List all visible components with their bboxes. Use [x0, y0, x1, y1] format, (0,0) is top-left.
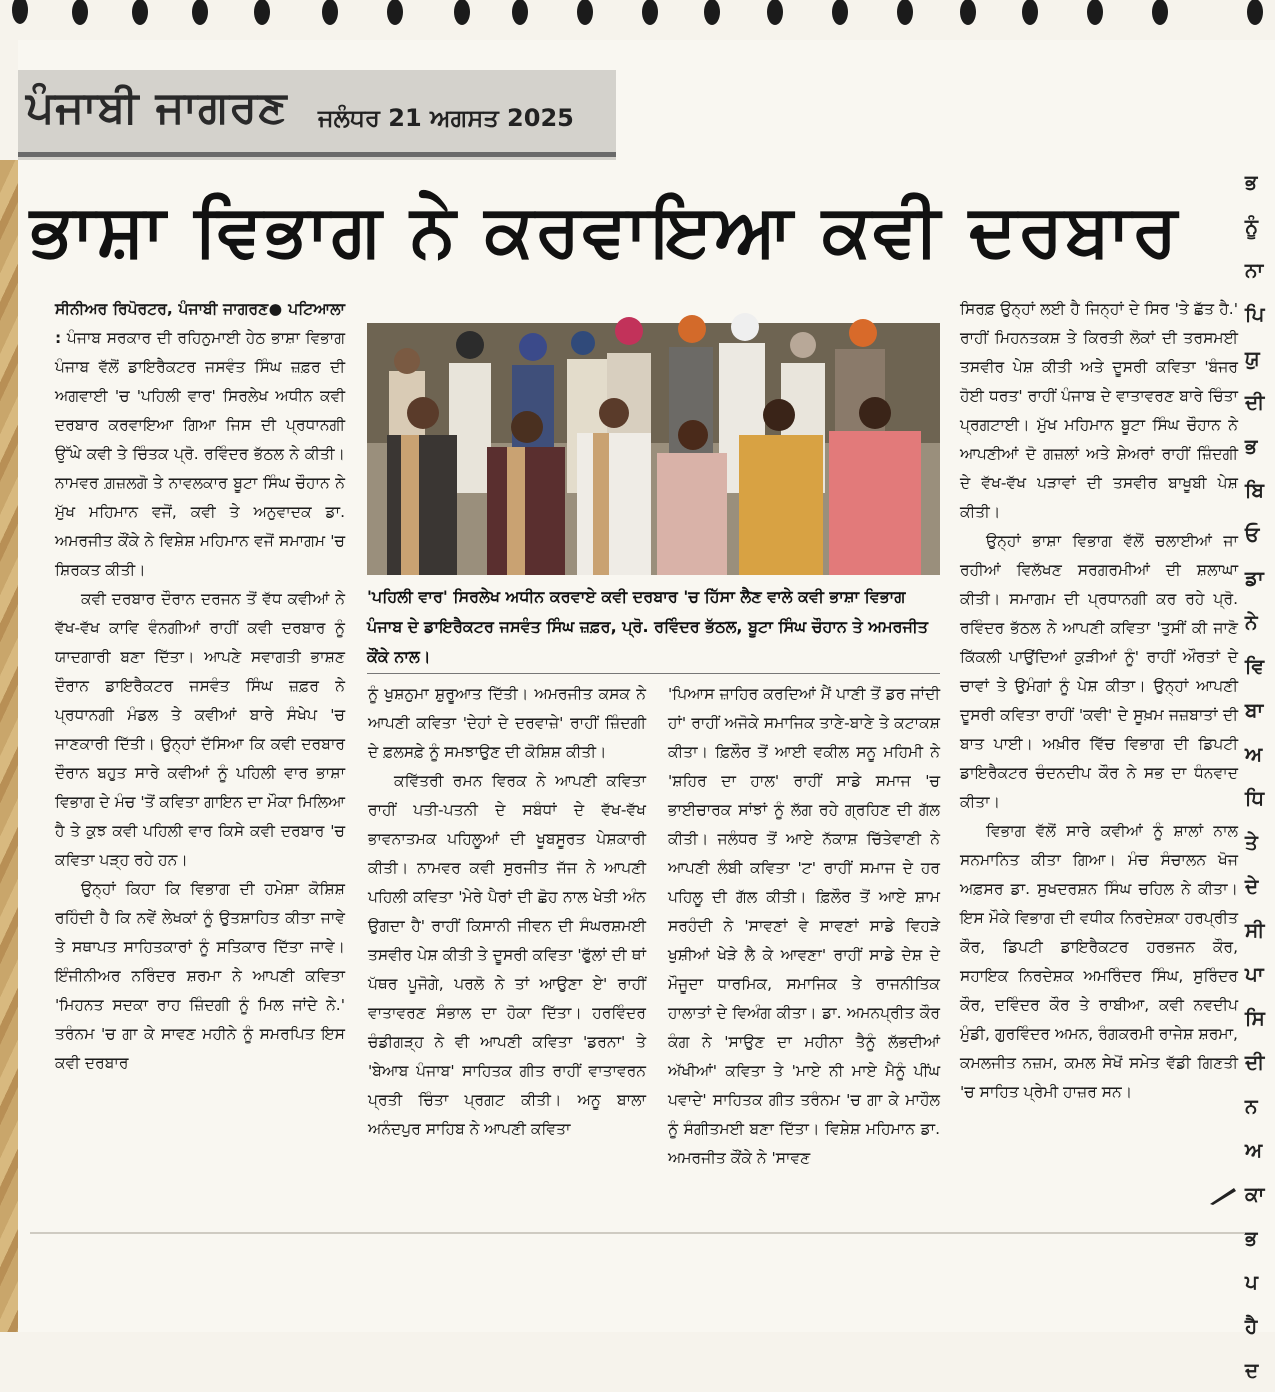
article-paragraph: ਕਵੀ ਦਰਬਾਰ ਦੌਰਾਨ ਦਰਜਨ ਤੋਂ ਵੱਧ ਕਵੀਆਂ ਨੇ ਵੱਖ-ਵੱਖ ਕਾਵਿ ਵੰਨਗੀਆਂ ਰਾਹੀਂ ਕਵੀ ਦਰਬਾਰ ਨੂੰ ਯਾਦਗਾਰੀ ਬਣਾ ਦਿੱਤਾ। ਆਪਣੇ ਸਵਾਗਤੀ ਭਾਸ਼ਣ ਦੌਰਾਨ ਡਾਇਰੈਕਟਰ ਜਸਵੰਤ ਸਿੰਘ ਜ਼ਫ਼ਰ ਨੇ ਪ੍ਰਧਾਨਗੀ ਮੰਡਲ ਤੇ ਕਵੀਆਂ ਬਾਰੇ ਸੰਖੇਪ 'ਚ ਜਾਣਕਾਰੀ ਦਿੱਤੀ। ਉਨ੍ਹਾਂ ਦੱਸਿਆ ਕਿ ਕਵੀ ਦਰਬਾਰ ਦੌਰਾਨ ਬਹੁਤ ਸਾਰੇ ਕਵੀਆਂ ਨੂੰ ਪਹਿਲੀ ਵਾਰ ਭਾਸ਼ਾ ਵਿਭਾਗ ਦੇ ਮੰਚ 'ਤੋਂ ਕਵਿਤਾ ਗਾਇਨ ਦਾ ਮੌਕਾ ਮਿਲਿਆ ਹੈ ਤੇ ਕੁਝ ਕਵੀ ਪਹਿਲੀ ਵਾਰ ਕਿਸੇ ਕਵੀ ਦਰਬਾਰ 'ਚ ਕਵਿਤਾ ਪੜ੍ਹ ਰਹੇ ਹਨ।: [55, 590, 345, 869]
fragment: ਕਾ: [1245, 1182, 1265, 1206]
group-photo: [367, 323, 940, 575]
end-mark-icon: [1208, 1184, 1238, 1206]
fragment: ਭ: [1245, 1226, 1258, 1250]
fragment: ਤੇ: [1245, 830, 1258, 854]
article-column-4: [960, 295, 1238, 1230]
caption-rule: [367, 673, 940, 674]
article-paragraph: ਸਿਰਫ਼ ਉਨ੍ਹਾਂ ਲਈ ਹੈ ਜਿਨ੍ਹਾਂ ਦੇ ਸਿਰ 'ਤੇ ਛੱਤ ਹੈ.' ਰਾਹੀਂ ਮਿਹਨਤਕਸ਼ ਤੇ ਕਿਰਤੀ ਲੋਕਾਂ ਦੀ ਤਰਸਮਈ ਤਸਵੀਰ ਪੇਸ਼ ਕੀਤੀ ਅਤੇ ਦੂਸਰੀ ਕਵਿਤਾ 'ਬੰਜਰ ਹੋਈ ਧਰਤ' ਰਾਹੀਂ ਪੰਜਾਬ ਦੇ ਵਾਤਾਵਰਣ ਬਾਰੇ ਚਿੰਤਾ ਪ੍ਰਗਟਾਈ। ਮੁੱਖ ਮਹਿਮਾਨ ਬੂਟਾ ਸਿੰਘ ਚੌਹਾਨ ਨੇ ਆਪਣੀਆਂ ਦੋ ਗਜ਼ਲਾਂ ਅਤੇ ਸ਼ੇਅਰਾਂ ਰਾਹੀਂ ਜ਼ਿੰਦਗੀ ਦੇ ਵੱਖ-ਵੱਖ ਪੜਾਵਾਂ ਦੀ ਤਸਵੀਰ ਬਾਖੂਬੀ ਪੇਸ਼ ਕੀਤੀ।: [960, 300, 1238, 521]
paragraph-text: ਪੰਜਾਬ ਸਰਕਾਰ ਦੀ ਰਹਿਨੁਮਾਈ ਹੇਠ ਭਾਸ਼ਾ ਵਿਭਾਗ ਪੰਜਾਬ ਵੱਲੋਂ ਡਾਇਰੈਕਟਰ ਜਸਵੰਤ ਸਿੰਘ ਜ਼ਫ਼ਰ ਦੀ ਅਗਵਾਈ 'ਚ 'ਪਹਿਲੀ ਵਾਰ' ਸਿਰਲੇਖ ਅਧੀਨ ਕਵੀ ਦਰਬਾਰ ਕਰਵਾਇਆ ਗਿਆ ਜਿਸ ਦੀ ਪ੍ਰਧਾਨਗੀ ਉੱਘੇ ਕਵੀ ਤੇ ਚਿੰਤਕ ਪ੍ਰੋ. ਰਵਿੰਦਰ ਭੱਠਲ ਨੇ ਕੀਤੀ। ਨਾਮਵਰ ਗ਼ਜ਼ਲਗੋ ਤੇ ਨਾਵਲਕਾਰ ਬੂਟਾ ਸਿੰਘ ਚੌਹਾਨ ਨੇ ਮੁੱਖ ਮਹਿਮਾਨ ਵਜੋਂ, ਕਵੀ ਤੇ ਅਨੁਵਾਦਕ ਡਾ. ਅਮਰਜੀਤ ਕੌਂਕੇ ਨੇ ਵਿਸ਼ੇਸ਼ ਮਹਿਮਾਨ ਵਜੋਂ ਸਮਾਗਮ 'ਚ ਸ਼ਿਰਕਤ ਕੀਤੀ।: [55, 329, 345, 579]
fragment: ਅ: [1245, 1138, 1263, 1162]
byline: ਸੀਨੀਅਰ ਰਿਪੋਰਟਰ, ਪੰਜਾਬੀ ਜਾਗਰਣ● ਪਟਿਆਲਾ :: [55, 300, 345, 347]
fragment: ਭ: [1245, 434, 1258, 458]
article-paragraph: ਕਵਿੱਤਰੀ ਰਮਨ ਵਿਰਕ ਨੇ ਆਪਣੀ ਕਵਿਤਾ ਰਾਹੀਂ ਪਤੀ-ਪਤਨੀ ਦੇ ਸਬੰਧਾਂ ਦੇ ਵੱਖ-ਵੱਖ ਭਾਵਨਾਤਮਕ ਪਹਿਲੂਆਂ ਦੀ ਖੂਬਸੂਰਤ ਪੇਸ਼ਕਾਰੀ ਕੀਤੀ। ਨਾਮਵਰ ਕਵੀ ਸੁਰਜੀਤ ਜੱਜ ਨੇ ਆਪਣੀ ਪਹਿਲੀ ਕਵਿਤਾ 'ਮੇਰੇ ਪੈਰਾਂ ਦੀ ਛੋਹ ਨਾਲ ਖੇਤੀ ਅੰਨ ਉਗਦਾ ਹੈ' ਰਾਹੀਂ ਕਿਸਾਨੀ ਜੀਵਨ ਦੀ ਸੰਘਰਸ਼ਮਈ ਤਸਵੀਰ ਪੇਸ਼ ਕੀਤੀ ਤੇ ਦੂਸਰੀ ਕਵਿਤਾ 'ਫੁੱਲਾਂ ਦੀ ਥਾਂ ਪੱਥਰ ਪੂਜੋਗੇ, ਪਰਲੋ ਨੇ ਤਾਂ ਆਉਣਾ ਏ' ਰਾਹੀਂ ਵਾਤਾਵਰਣ ਸੰਭਾਲ ਦਾ ਹੋਕਾ ਦਿੱਤਾ। ਹਰਵਿੰਦਰ ਚੰਡੀਗੜ੍ਹ ਨੇ ਵੀ ਆਪਣੀ ਕਵਿਤਾ 'ਡਰਨਾ' ਤੇ 'ਬੇਆਬ ਪੰਜਾਬ' ਸਾਹਿਤਕ ਗੀਤ ਰਾਹੀਂ ਵਾਤਾਵਰਨ ਪ੍ਰਤੀ ਚਿੰਤਾ ਪ੍ਰਗਟ ਕੀਤੀ। ਅਨੂ ਬਾਲਾ ਅਨੰਦਪੁਰ ਸਾਹਿਬ ਨੇ ਆਪਣੀ ਕਵਿਤਾ: [368, 772, 646, 1138]
fragment: ਯੁ: [1245, 346, 1260, 370]
article-paragraph: ਉਨ੍ਹਾਂ ਭਾਸ਼ਾ ਵਿਭਾਗ ਵੱਲੋਂ ਚਲਾਈਆਂ ਜਾ ਰਹੀਆਂ ਵਿਲੱਖਣ ਸਰਗਰਮੀਆਂ ਦੀ ਸ਼ਲਾਘਾ ਕੀਤੀ। ਸਮਾਗਮ ਦੀ ਪ੍ਰਧਾਨਗੀ ਕਰ ਰਹੇ ਪ੍ਰੋ. ਰਵਿੰਦਰ ਭੱਠਲ ਨੇ ਆਪਣੀ ਕਵਿਤਾ 'ਤੁਸੀਂ ਕੀ ਜਾਣੋ ਕਿੱਕਲੀ ਪਾਉਂਦਿਆਂ ਕੁੜੀਆਂ ਨੂੰ' ਰਾਹੀਂ ਔਰਤਾਂ ਦੇ ਚਾਵਾਂ ਤੇ ਉਮੰਗਾਂ ਨੂੰ ਪੇਸ਼ ਕੀਤਾ। ਉਨ੍ਹਾਂ ਆਪਣੀ ਦੂਸਰੀ ਕਵਿਤਾ ਰਾਹੀਂ 'ਕਵੀ' ਦੇ ਸੂਖ਼ਮ ਜਜ਼ਬਾਤਾਂ ਦੀ ਬਾਤ ਪਾਈ। ਅਖ਼ੀਰ ਵਿੱਚ ਵਿਭਾਗ ਦੀ ਡਿਪਟੀ ਡਾਇਰੈਕਟਰ ਚੰਦਨਦੀਪ ਕੌਰ ਨੇ ਸਭ ਦਾ ਧੰਨਵਾਦ ਕੀਤਾ।: [960, 532, 1238, 811]
fragment: ਵਿ: [1245, 654, 1264, 678]
fragment: ਨੂੰ: [1245, 214, 1258, 238]
fragment: ਹੈ: [1245, 1314, 1258, 1338]
article-paragraph: 'ਪਿਆਸ ਜ਼ਾਹਿਰ ਕਰਦਿਆਂ ਮੈਂ ਪਾਣੀ ਤੋਂ ਡਰ ਜਾਂਦੀ ਹਾਂ' ਰਾਹੀਂ ਅਜੋਕੇ ਸਮਾਜਿਕ ਤਾਣੇ-ਬਾਣੇ ਤੇ ਕਟਾਕਸ਼ ਕੀਤਾ। ਫ਼ਿਲੌਰ ਤੋਂ ਆਈ ਵਕੀਲ ਸਨੂ ਮਹਿਮੀ ਨੇ 'ਸ਼ਹਿਰ ਦਾ ਹਾਲ' ਰਾਹੀਂ ਸਾਡੇ ਸਮਾਜ 'ਚ ਭਾਈਚਾਰਕ ਸਾਂਝਾਂ ਨੂੰ ਲੱਗ ਰਹੇ ਗ੍ਰਹਿਣ ਦੀ ਗੱਲ ਕੀਤੀ। ਜਲੰਧਰ ਤੋਂ ਆਏ ਨੱਕਾਸ਼ ਚਿੱਤੇਵਾਣੀ ਨੇ ਆਪਣੀ ਲੰਬੀ ਕਵਿਤਾ 'ਟ' ਰਾਹੀਂ ਸਮਾਜ ਦੇ ਹਰ ਪਹਿਲੂ ਦੀ ਗੱਲ ਕੀਤੀ। ਫ਼ਿਲੌਰ ਤੋਂ ਆਏ ਸ਼ਾਮ ਸਰਹੰਦੀ ਨੇ 'ਸਾਵਣਾਂ ਵੇ ਸਾਵਣਾਂ ਸਾਡੇ ਵਿਹੜੇ ਖੁਸ਼ੀਆਂ ਖੇੜੇ ਲੈ ਕੇ ਆਵਣਾ' ਰਾਹੀਂ ਸਾਡੇ ਦੇਸ਼ ਦੇ ਮੌਜੂਦਾ ਧਾਰਮਿਕ, ਸਮਾਜਿਕ ਤੇ ਰਾਜਨੀਤਿਕ ਹਾਲਾਤਾਂ ਦੇ ਵਿਅੰਗ ਕੀਤਾ। ਡਾ. ਅਮਨਪ੍ਰੀਤ ਕੌਰ ਕੰਗ ਨੇ 'ਸਾਉਣ ਦਾ ਮਹੀਨਾ ਤੈਨੂੰ ਲੱਭਦੀਆਂ ਅੱਖੀਆਂ' ਕਵਿਤਾ ਤੇ 'ਮਾਏ ਨੀ ਮਾਏ ਮੈਨੂੰ ਪੀਂਘ ਪਵਾਦੇ' ਸਾਹਿਤਕ ਗੀਤ ਤਰੰਨਮ 'ਚ ਗਾ ਕੇ ਮਾਹੌਲ ਨੂੰ ਸੰਗੀਤਮਈ ਬਣਾ ਦਿੱਤਾ। ਵਿਸ਼ੇਸ਼ ਮਹਿਮਾਨ ਡਾ. ਅਮਰਜੀਤ ਕੌਂਕੇ ਨੇ 'ਸਾਵਣ: [668, 685, 940, 1167]
article-column-2: [368, 680, 646, 1230]
article-paragraph: ਵਿਭਾਗ ਵੱਲੋਂ ਸਾਰੇ ਕਵੀਆਂ ਨੂੰ ਸ਼ਾਲਾਂ ਨਾਲ ਸਨਮਾਨਿਤ ਕੀਤਾ ਗਿਆ। ਮੰਚ ਸੰਚਾਲਨ ਖੋਜ ਅਫ਼ਸਰ ਡਾ. ਸੁਖਦਰਸ਼ਨ ਸਿੰਘ ਚਹਿਲ ਨੇ ਕੀਤਾ। ਇਸ ਮੌਕੇ ਵਿਭਾਗ ਦੀ ਵਧੀਕ ਨਿਰਦੇਸ਼ਕਾ ਹਰਪ੍ਰੀਤ ਕੌਰ, ਡਿਪਟੀ ਡਾਇਰੈਕਟਰ ਹਰਭਜਨ ਕੌਰ, ਸਹਾਇਕ ਨਿਰਦੇਸ਼ਕ ਅਮਰਿੰਦਰ ਸਿੰਘ, ਸੁਰਿੰਦਰ ਕੌਰ, ਦਵਿੰਦਰ ਕੌਰ ਤੇ ਰਾਬੀਆ, ਕਵੀ ਨਵਦੀਪ ਮੁੰਡੀ, ਗੁਰਵਿੰਦਰ ਅਮਨ, ਰੰਗਕਰਮੀ ਰਾਜੇਸ਼ ਸ਼ਰਮਾ, ਕਮਲਜੀਤ ਨਜ਼ਮ, ਕਮਲ ਸੇਖੋਂ ਸਮੇਤ ਵੱਡੀ ਗਿਣਤੀ 'ਚ ਸਾਹਿਤ ਪ੍ਰੇਮੀ ਹਾਜ਼ਰ ਸਨ।: [960, 822, 1238, 1101]
edition-date: ਜਲੰਧਰ 21 ਅਗਸਤ 2025: [318, 104, 574, 132]
newspaper-name: ਪੰਜਾਬੀ ਜਾਗਰਣ: [26, 82, 288, 133]
fragment: ਨਾ: [1245, 258, 1264, 282]
fragment: ਪਿ: [1245, 302, 1265, 326]
fragment: ਭ: [1245, 170, 1258, 194]
fragment: ਸਿ: [1245, 1006, 1265, 1030]
fragment: ਡਾ: [1245, 566, 1264, 590]
fragment: ਧਿ: [1245, 786, 1265, 810]
fragment: ਨੇ: [1245, 610, 1258, 634]
fragment: ਦ: [1245, 1358, 1259, 1382]
fragment: ਸੀ: [1245, 918, 1265, 942]
fragment: ਓ: [1245, 522, 1260, 546]
fragment: ਦੀ: [1245, 390, 1265, 414]
fragment: ਪਾ: [1245, 962, 1264, 986]
article-column-1: [55, 295, 345, 1230]
masthead-rule: [18, 152, 616, 157]
fragment: ਦੇ: [1245, 874, 1259, 898]
spiral-binding: [0, 0, 1275, 40]
article-column-3: [668, 680, 940, 1230]
fragment: ਬਿ: [1245, 478, 1264, 502]
fragment: ਬਾ: [1245, 698, 1264, 722]
photo-caption: 'ਪਹਿਲੀ ਵਾਰ' ਸਿਰਲੇਖ ਅਧੀਨ ਕਰਵਾਏ ਕਵੀ ਦਰਬਾਰ 'ਚ ਹਿੱਸਾ ਲੈਣ ਵਾਲੇ ਕਵੀ ਭਾਸ਼ਾ ਵਿਭਾਗ ਪੰਜਾਬ ਦੇ ਡਾਇਰੈਕਟਰ ਜਸਵੰਤ ਸਿੰਘ ਜ਼ਫ਼ਰ, ਪ੍ਰੋ. ਰਵਿੰਦਰ ਭੱਠਲ, ਬੂਟਾ ਸਿੰਘ ਚੌਹਾਨ ਤੇ ਅਮਰਜੀਤ ਕੌਂਕੇ ਨਾਲ।: [367, 587, 929, 666]
adjacent-article: [1245, 160, 1275, 1382]
fragment: ਨ: [1245, 1094, 1258, 1118]
fragment: ਦੀ: [1245, 1050, 1265, 1074]
article-paragraph: ਨੂੰ ਖੁਸ਼ਨੁਮਾ ਸ਼ੁਰੂਆਤ ਦਿੱਤੀ। ਅਮਰਜੀਤ ਕਸਕ ਨੇ ਆਪਣੀ ਕਵਿਤਾ 'ਦੇਹਾਂ ਦੇ ਦਰਵਾਜ਼ੇ' ਰਾਹੀਂ ਜ਼ਿੰਦਗੀ ਦੇ ਫ਼ਲਸਫ਼ੇ ਨੂੰ ਸਮਝਾਉਣ ਦੀ ਕੋਸ਼ਿਸ਼ ਕੀਤੀ।: [368, 685, 646, 761]
fragment: ਪ: [1245, 1270, 1258, 1294]
fragment: ਅ: [1245, 742, 1263, 766]
article-paragraph: [55, 295, 345, 585]
article-paragraph: ਉਨ੍ਹਾਂ ਕਿਹਾ ਕਿ ਵਿਭਾਗ ਦੀ ਹਮੇਸ਼ਾ ਕੋਸ਼ਿਸ਼ ਰਹਿੰਦੀ ਹੈ ਕਿ ਨਵੇਂ ਲੇਖਕਾਂ ਨੂੰ ਉਤਸ਼ਾਹਿਤ ਕੀਤਾ ਜਾਵੇ ਤੇ ਸਥਾਪਤ ਸਾਹਿਤਕਾਰਾਂ ਨੂੰ ਸਤਿਕਾਰ ਦਿੱਤਾ ਜਾਵੇ। ਇੰਜੀਨੀਅਰ ਨਰਿੰਦਰ ਸ਼ਰਮਾ ਨੇ ਆਪਣੀ ਕਵਿਤਾ 'ਮਿਹਨਤ ਸਦਕਾ ਰਾਹ ਜ਼ਿੰਦਗੀ ਨੂੰ ਮਿਲ ਜਾਂਦੇ ਨੇ.' ਤਰੰਨਮ 'ਚ ਗਾ ਕੇ ਸਾਵਣ ਮਹੀਨੇ ਨੂੰ ਸਮਰਪਿਤ ਇਸ ਕਵੀ ਦਰਬਾਰ: [55, 880, 345, 1072]
page-bottom-edge: [30, 1232, 1245, 1234]
headline: ਭਾਸ਼ਾ ਵਿਭਾਗ ਨੇ ਕਰਵਾਇਆ ਕਵੀ ਦਰਬਾਰ: [30, 187, 1180, 272]
